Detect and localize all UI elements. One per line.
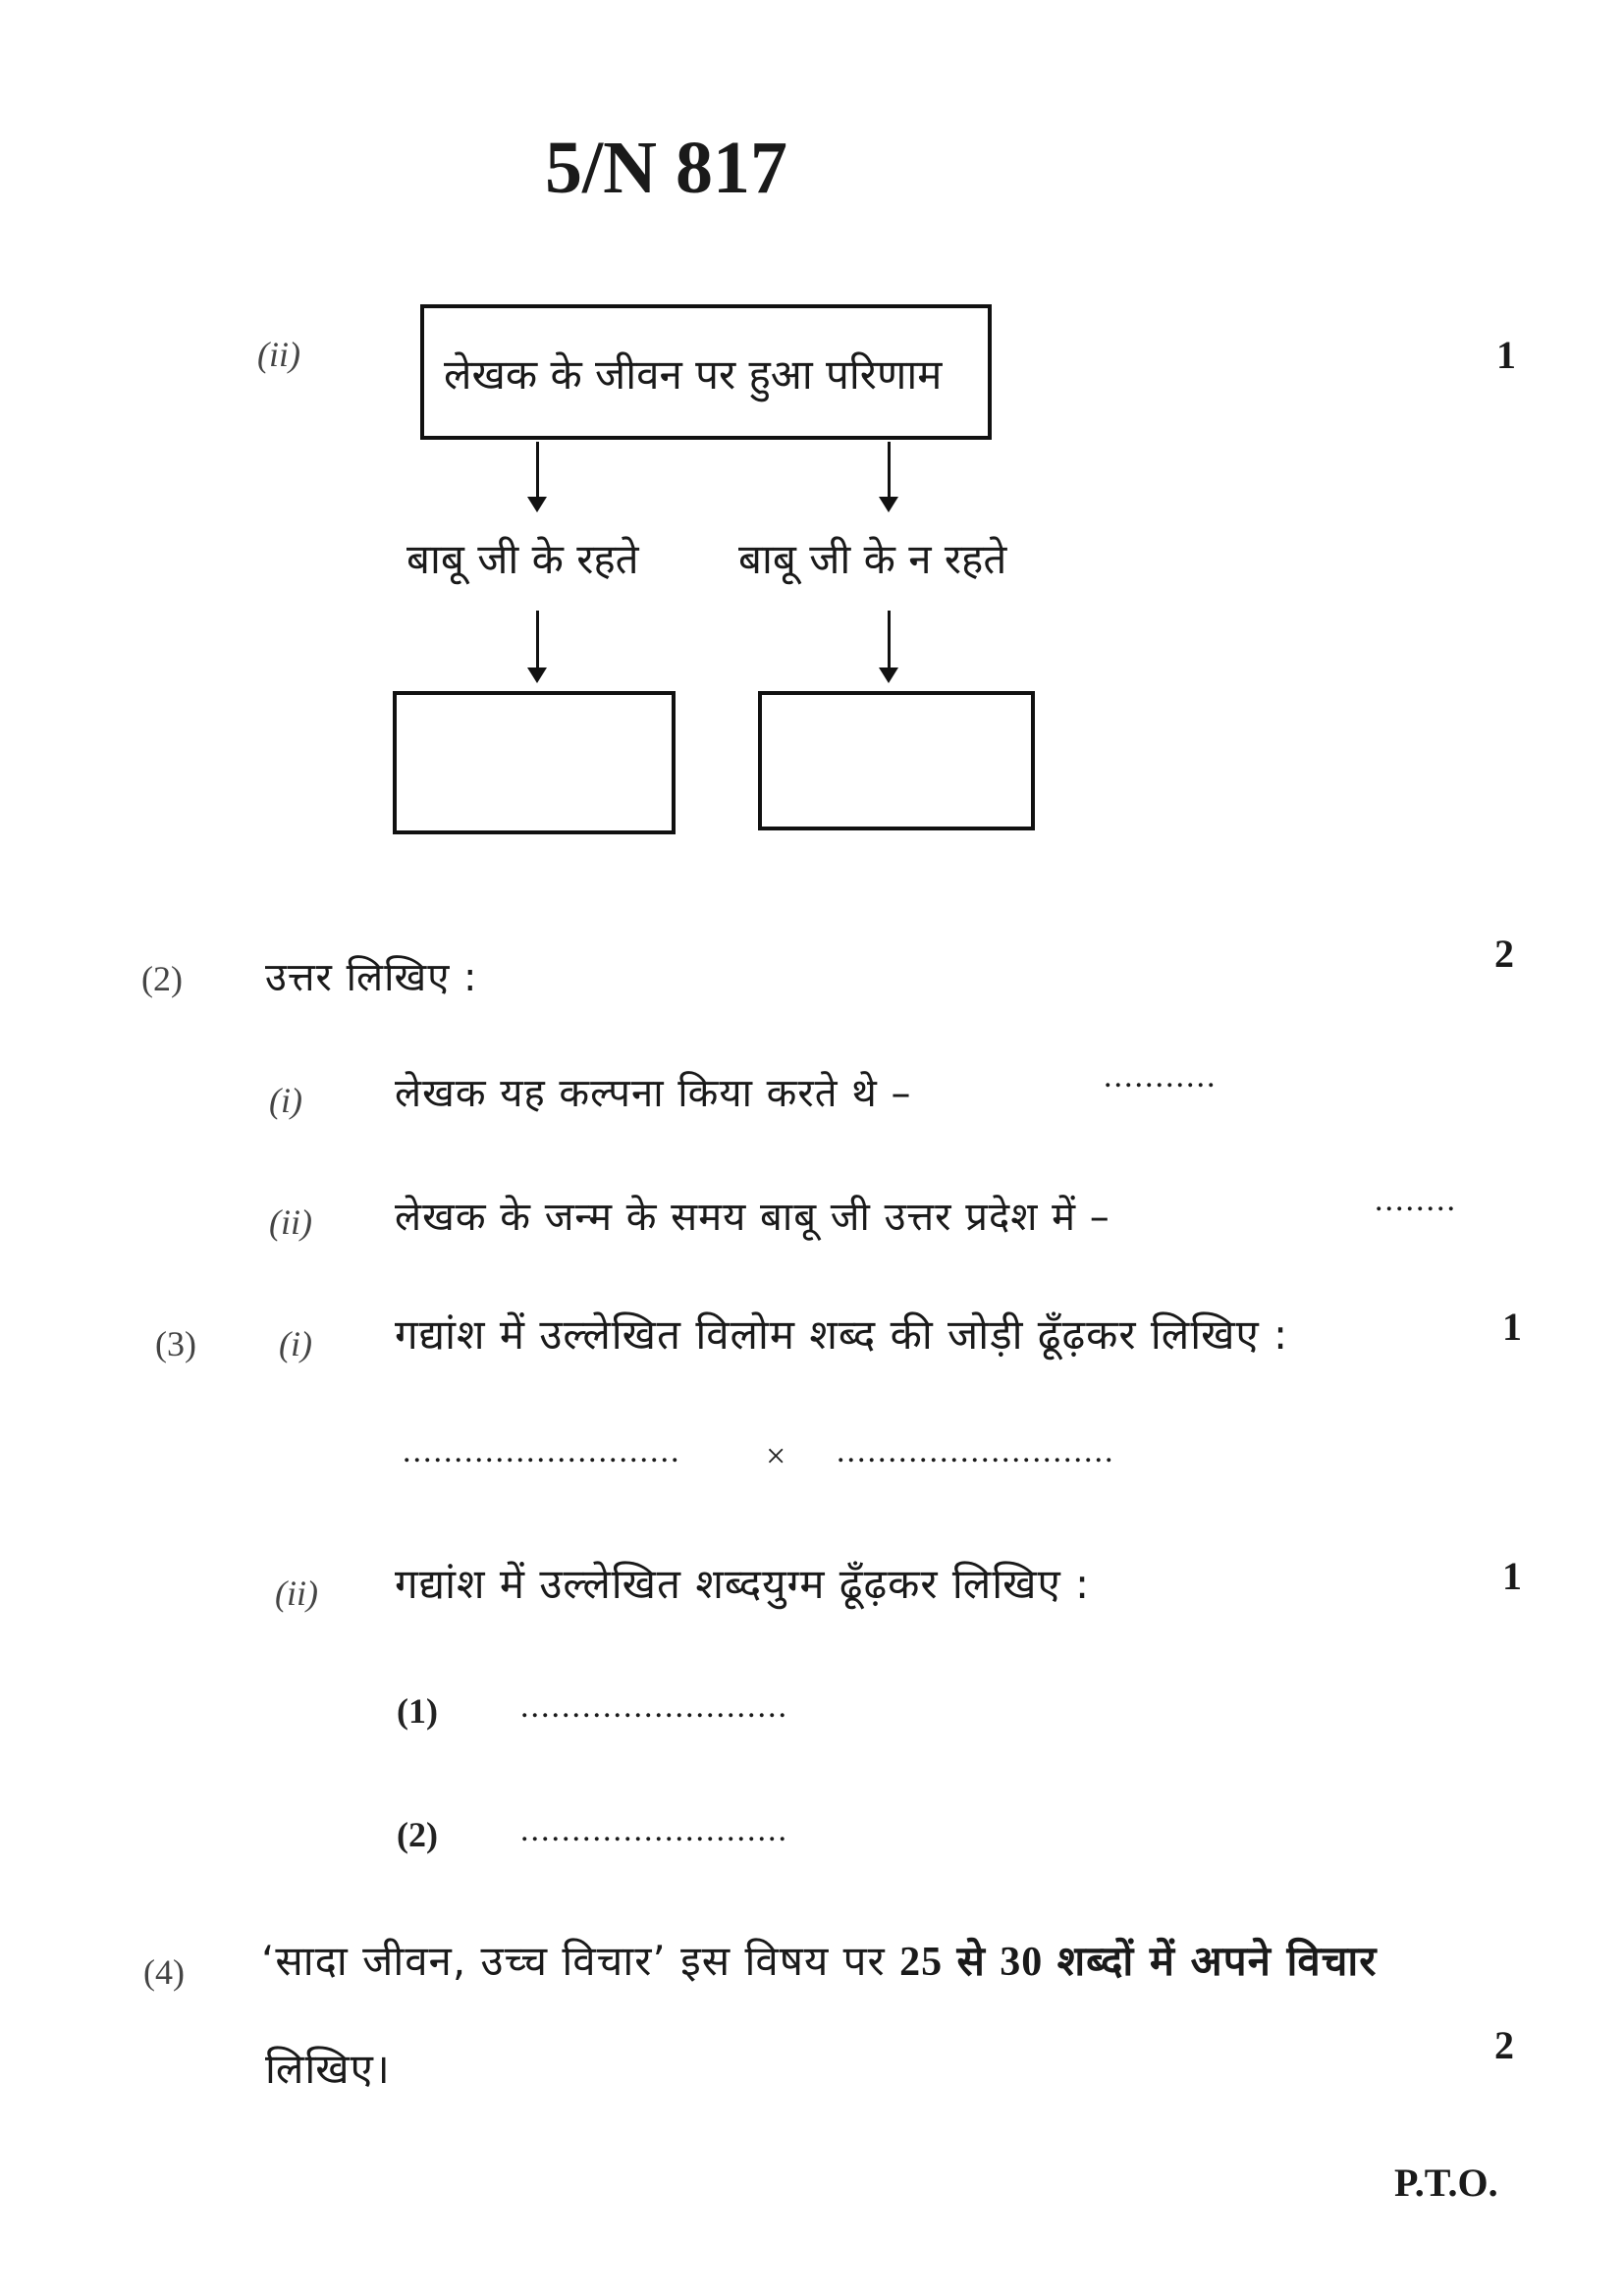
arrow-right-upper: [888, 442, 891, 499]
q3-ii-1-blank[interactable]: ..........................: [520, 1688, 788, 1725]
q3-i-label: (i): [279, 1324, 312, 1363]
q4-number: (4): [143, 1952, 185, 1992]
q3-i-marks: 1: [1502, 1305, 1522, 1349]
q2-marks: 2: [1494, 932, 1514, 976]
q4-marks: 2: [1494, 2023, 1514, 2067]
q3-ii-2-label: (2): [397, 1815, 438, 1854]
q4-text-b: से: [956, 1937, 986, 1985]
q4-line1: [261, 1932, 1377, 1988]
answer-box-left[interactable]: [393, 691, 676, 834]
q3-i-blank-left[interactable]: ...........................: [403, 1433, 681, 1469]
q4-quote: ‘सादा जीवन, उच्च विचार’: [261, 1937, 667, 1985]
q2-ii-text: लेखक के जन्म के समय बाबू जी उत्तर प्रदेश में –: [395, 1195, 1110, 1240]
arrow-left-upper: [536, 442, 539, 499]
branch-left-label: बाबू जी के रहते: [406, 535, 639, 583]
q2-number: (2): [141, 959, 183, 998]
answer-box-right[interactable]: [758, 691, 1035, 830]
q2-i-blank[interactable]: ...........: [1104, 1058, 1218, 1095]
q3-number: (3): [155, 1324, 196, 1363]
diagram-marks: 1: [1496, 333, 1516, 377]
result-box-text: लेखक के जीवन पर हुआ परिणाम: [444, 350, 943, 399]
result-box: [420, 304, 992, 440]
q4-text-c: शब्दों में अपने विचार: [1056, 1937, 1378, 1985]
q3-i-cross: ×: [766, 1436, 786, 1475]
arrow-right-lower-head: [879, 667, 898, 683]
q3-i-text: गद्यांश में उल्लेखित विलोम शब्द की जोड़ी ढूँढ़कर लिखिए :: [395, 1310, 1289, 1359]
diagram-label: (ii): [257, 335, 300, 374]
q4-n1: 25: [899, 1940, 944, 1985]
arrow-left-lower-head: [527, 667, 547, 683]
q4-line2: लिखिए।: [265, 2045, 391, 2093]
q2-i-text: लेखक यह कल्पना किया करते थे –: [395, 1071, 912, 1116]
arrow-left-upper-head: [527, 497, 547, 512]
q3-ii-2-blank[interactable]: ..........................: [520, 1812, 788, 1848]
q2-ii-label: (ii): [269, 1202, 312, 1242]
q3-ii-label: (ii): [275, 1574, 318, 1613]
q3-ii-marks: 1: [1502, 1554, 1522, 1598]
pto-label: P.T.O.: [1394, 2161, 1498, 2205]
q3-ii-1-label: (1): [397, 1691, 438, 1731]
q3-ii-text: गद्यांश में उल्लेखित शब्दयुग्म ढूँढ़कर लिखिए :: [395, 1560, 1091, 1608]
paper-code: 5/N 817: [545, 127, 787, 209]
q4-n2: 30: [1000, 1940, 1044, 1985]
q4-text-a: इस विषय पर: [680, 1937, 886, 1985]
q2-heading: उत्तर लिखिए :: [265, 955, 478, 1000]
branch-right-label: बाबू जी के न रहते: [738, 535, 1007, 583]
q2-ii-blank[interactable]: ........: [1375, 1182, 1457, 1218]
arrow-left-lower: [536, 611, 539, 669]
arrow-right-lower: [888, 611, 891, 669]
arrow-right-upper-head: [879, 497, 898, 512]
q2-i-label: (i): [269, 1081, 302, 1120]
q3-i-blank-right[interactable]: ...........................: [837, 1433, 1115, 1469]
